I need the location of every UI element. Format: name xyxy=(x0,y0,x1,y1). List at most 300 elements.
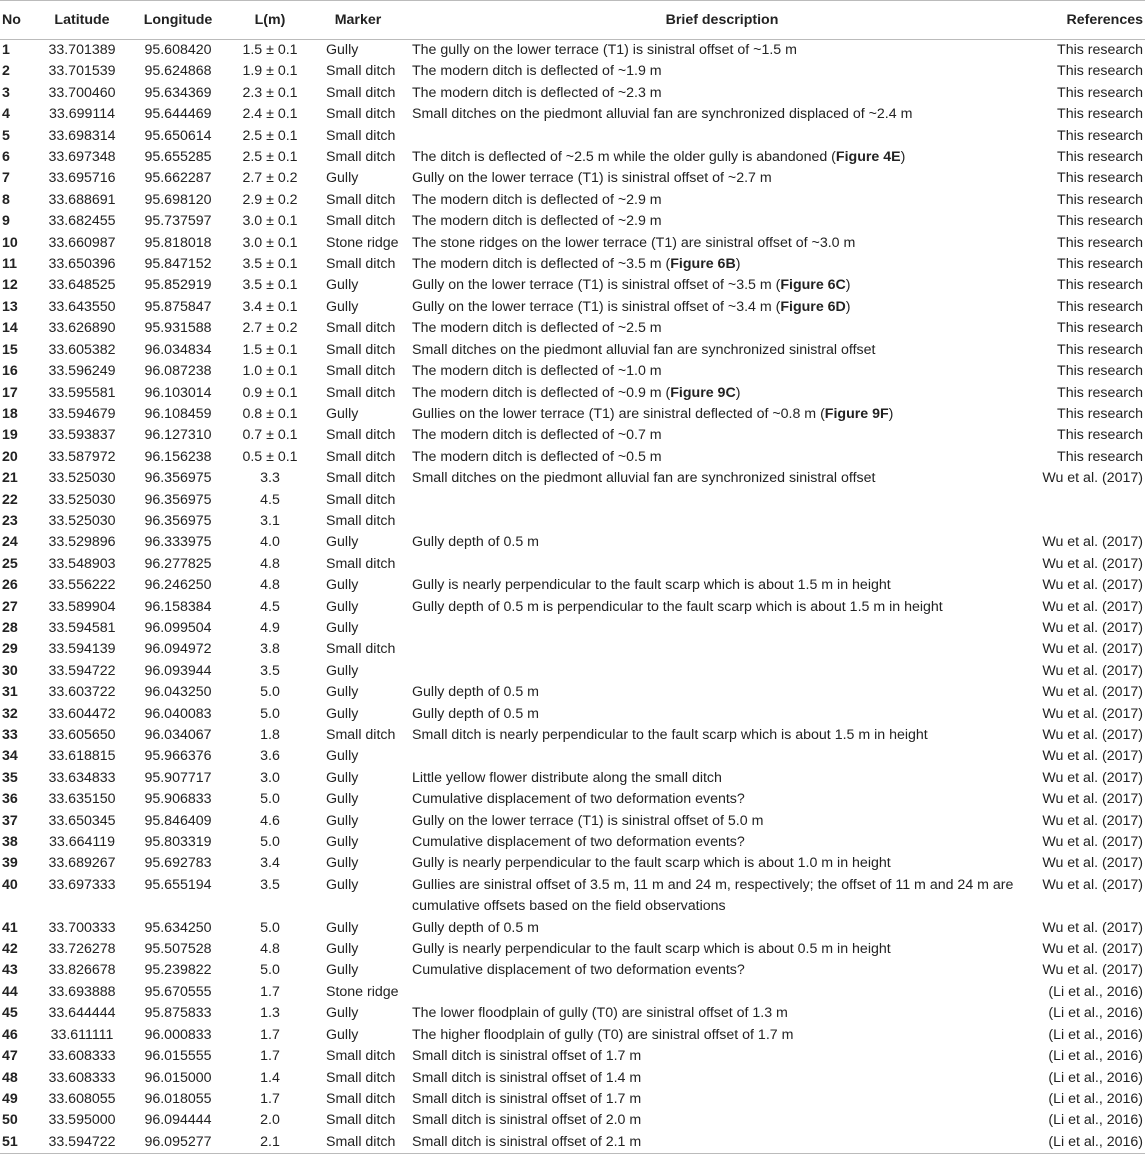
cell-longitude: 96.094444 xyxy=(144,1112,212,1129)
cell-longitude: 96.158384 xyxy=(144,598,212,615)
cell-latitude: 33.611111 xyxy=(50,1026,114,1043)
description-text: The modern ditch is deflected of ~2.5 m xyxy=(412,320,662,337)
cell-offset: 1.5 ± 0.1 xyxy=(242,341,298,358)
cell-latitude: 33.660987 xyxy=(48,234,116,251)
cell-marker: Small ditch xyxy=(326,1048,396,1065)
cell-no: 16 xyxy=(2,363,18,380)
cell-longitude: 95.634369 xyxy=(144,84,212,101)
description-text: Gully depth of 0.5 m xyxy=(412,705,539,722)
cell-no: 39 xyxy=(2,855,18,872)
cell-no: 27 xyxy=(2,598,18,615)
cell-offset: 2.4 ± 0.1 xyxy=(242,106,298,123)
cell-offset: 4.0 xyxy=(260,534,280,551)
cell-latitude: 33.525030 xyxy=(48,470,116,487)
cell-marker: Stone ridge xyxy=(326,234,399,251)
cell-latitude: 33.693888 xyxy=(48,983,116,1000)
cell-marker: Small ditch xyxy=(326,1112,396,1129)
cell-description xyxy=(404,126,1040,147)
cell-latitude: 33.700460 xyxy=(48,84,116,101)
description-text: Cumulative displacement of two deformation events? xyxy=(412,962,745,979)
cell-longitude: 95.907717 xyxy=(144,769,212,786)
table-row xyxy=(0,554,1145,575)
cell-description xyxy=(404,875,1040,918)
cell-reference: This research xyxy=(1057,363,1143,380)
cell-offset: 1.8 xyxy=(260,727,280,743)
cell-description xyxy=(404,1025,1040,1046)
header-no: No xyxy=(0,1,36,40)
cell-offset: 4.5 xyxy=(260,598,280,615)
description-tail: ) xyxy=(845,298,851,315)
cell-no: 7 xyxy=(2,170,10,187)
cell-marker: Gully xyxy=(326,919,359,936)
table-row xyxy=(0,597,1145,618)
cell-marker: Gully xyxy=(326,769,359,786)
cell-marker: Small ditch xyxy=(326,127,396,144)
cell-marker: Gully xyxy=(326,1026,359,1043)
cell-marker: Small ditch xyxy=(326,63,396,80)
cell-offset: 0.8 ± 0.1 xyxy=(242,405,298,422)
cell-description xyxy=(404,1003,1040,1024)
table-row xyxy=(0,318,1145,339)
cell-longitude: 96.034067 xyxy=(144,727,212,743)
cell-offset: 1.9 ± 0.1 xyxy=(242,63,298,80)
table-row xyxy=(0,297,1145,318)
cell-marker: Small ditch xyxy=(326,641,396,658)
table-row xyxy=(0,83,1145,104)
description-text: Gullies are sinistral offset of 3.5 m, 11 m and 24 m, respectively; the offset of 11 m and 24 m are cumulative offsets based on the field observations xyxy=(412,876,1014,915)
cell-description xyxy=(404,490,1040,511)
cell-reference: Wu et al. (2017) xyxy=(1042,598,1143,615)
cell-no: 4 xyxy=(2,106,10,123)
cell-no: 46 xyxy=(2,1026,18,1043)
cell-no: 23 xyxy=(2,512,18,529)
cell-no: 10 xyxy=(2,234,18,251)
cell-longitude: 95.655285 xyxy=(144,149,212,166)
cell-offset: 1.0 ± 0.1 xyxy=(242,363,298,380)
cell-longitude: 95.966376 xyxy=(144,748,212,765)
cell-latitude: 33.605382 xyxy=(48,341,116,358)
cell-no: 8 xyxy=(2,191,10,208)
figure-reference: Figure 6B xyxy=(670,256,736,273)
cell-longitude: 96.087238 xyxy=(144,363,212,380)
cell-longitude: 95.608420 xyxy=(144,42,212,58)
cell-offset: 0.7 ± 0.1 xyxy=(242,427,298,444)
table-row xyxy=(0,1003,1145,1024)
cell-reference: Wu et al. (2017) xyxy=(1042,684,1143,701)
cell-reference xyxy=(1040,511,1145,532)
cell-description xyxy=(404,211,1040,232)
table-row xyxy=(0,1132,1145,1154)
table-row xyxy=(0,939,1145,960)
cell-description xyxy=(404,1110,1040,1131)
cell-description xyxy=(404,297,1040,318)
table-row xyxy=(0,982,1145,1003)
cell-marker: Small ditch xyxy=(326,106,396,123)
cell-description xyxy=(404,233,1040,254)
table-row xyxy=(0,1089,1145,1110)
cell-latitude: 33.695716 xyxy=(48,170,116,187)
description-text: The ditch is deflected of ~2.5 m while the older gully is abandoned ( xyxy=(412,149,836,166)
cell-marker: Gully xyxy=(326,619,359,636)
cell-no: 1 xyxy=(2,42,10,58)
cell-offset: 1.4 xyxy=(260,1069,280,1086)
cell-reference xyxy=(1040,490,1145,511)
cell-longitude: 96.246250 xyxy=(144,577,212,594)
cell-reference: Wu et al. (2017) xyxy=(1042,855,1143,872)
cell-offset: 3.5 ± 0.1 xyxy=(242,277,298,294)
cell-no: 6 xyxy=(2,149,10,166)
cell-longitude: 95.847152 xyxy=(144,256,212,273)
cell-description xyxy=(404,147,1040,168)
cell-description xyxy=(404,254,1040,275)
cell-latitude: 33.618815 xyxy=(48,748,116,765)
cell-latitude: 33.595000 xyxy=(48,1112,116,1129)
cell-longitude: 95.931588 xyxy=(144,320,212,337)
cell-longitude: 96.000833 xyxy=(144,1026,212,1043)
cell-longitude: 95.239822 xyxy=(144,962,212,979)
cell-marker: Gully xyxy=(326,170,359,187)
description-text: Gully depth of 0.5 m xyxy=(412,919,539,936)
description-text: Small ditch is sinistral offset of 1.7 m xyxy=(412,1090,642,1107)
cell-marker: Small ditch xyxy=(326,191,396,208)
cell-no: 38 xyxy=(2,834,18,851)
cell-no: 47 xyxy=(2,1048,18,1065)
description-text: The gully on the lower terrace (T1) is sinistral offset of ~1.5 m xyxy=(412,42,797,58)
table-row xyxy=(0,1068,1145,1089)
cell-marker: Small ditch xyxy=(326,491,396,508)
cell-marker: Gully xyxy=(326,941,359,958)
cell-no: 35 xyxy=(2,769,18,786)
cell-reference: This research xyxy=(1057,127,1143,144)
description-text: The modern ditch is deflected of ~2.3 m xyxy=(412,84,662,101)
cell-longitude: 95.698120 xyxy=(144,191,212,208)
cell-latitude: 33.626890 xyxy=(48,320,116,337)
cell-reference: (Li et al., 2016) xyxy=(1048,1005,1143,1022)
cell-longitude: 95.875833 xyxy=(144,1005,212,1022)
cell-marker: Small ditch xyxy=(326,448,396,465)
table-row xyxy=(0,383,1145,404)
cell-reference: Wu et al. (2017) xyxy=(1042,577,1143,594)
cell-longitude: 95.655194 xyxy=(144,876,212,893)
description-text: Gullies on the lower terrace (T1) are sinistral deflected of ~0.8 m ( xyxy=(412,405,825,422)
cell-marker: Small ditch xyxy=(326,384,396,401)
cell-marker: Gully xyxy=(326,748,359,765)
cell-longitude: 96.095277 xyxy=(128,1132,228,1154)
cell-latitude: 33.650345 xyxy=(48,812,116,829)
cell-no: 33 xyxy=(2,727,18,743)
description-text: The stone ridges on the lower terrace (T1) are sinistral offset of ~3.0 m xyxy=(412,234,856,251)
cell-offset: 5.0 xyxy=(260,834,280,851)
cell-longitude: 96.277825 xyxy=(144,555,212,572)
cell-latitude: 33.594581 xyxy=(48,619,116,636)
cell-offset: 2.7 ± 0.2 xyxy=(242,170,298,187)
cell-marker: Gully xyxy=(326,684,359,701)
cell-offset: 3.6 xyxy=(260,748,280,765)
description-text: Small ditches on the piedmont alluvial fan are synchronized sinistral offset xyxy=(412,470,876,487)
table-row xyxy=(0,340,1145,361)
cell-description xyxy=(404,832,1040,853)
description-text: Small ditch is sinistral offset of 2.1 m xyxy=(412,1133,642,1150)
description-text: The modern ditch is deflected of ~2.9 m xyxy=(412,191,662,208)
cell-offset: 3.3 xyxy=(260,470,280,487)
table-row xyxy=(0,853,1145,874)
cell-no: 29 xyxy=(2,641,18,658)
cell-reference: Wu et al. (2017) xyxy=(1042,555,1143,572)
cell-latitude: 33.697333 xyxy=(48,876,116,893)
cell-offset: 4.6 xyxy=(260,812,280,829)
cell-marker: Gully xyxy=(326,855,359,872)
cell-reference: (Li et al., 2016) xyxy=(1048,1048,1143,1065)
table-row xyxy=(0,190,1145,211)
cell-reference: This research xyxy=(1057,106,1143,123)
cell-reference: This research xyxy=(1057,63,1143,80)
table-row xyxy=(0,1025,1145,1046)
description-tail: ) xyxy=(900,149,906,166)
cell-offset: 5.0 xyxy=(260,684,280,701)
cell-longitude: 96.043250 xyxy=(144,684,212,701)
cell-longitude: 95.624868 xyxy=(144,63,212,80)
cell-description xyxy=(404,982,1040,1003)
cell-description xyxy=(404,746,1040,767)
cell-latitude: 33.701389 xyxy=(48,42,116,58)
cell-reference: (Li et al., 2016) xyxy=(1048,1090,1143,1107)
cell-marker: Small ditch xyxy=(326,213,396,230)
cell-no: 43 xyxy=(2,962,18,979)
cell-reference: Wu et al. (2017) xyxy=(1042,534,1143,551)
cell-longitude: 96.040083 xyxy=(144,705,212,722)
cell-marker: Small ditch xyxy=(326,470,396,487)
cell-reference: Wu et al. (2017) xyxy=(1042,962,1143,979)
cell-latitude: 33.726278 xyxy=(48,941,116,958)
table-row xyxy=(0,511,1145,532)
cell-latitude: 33.644444 xyxy=(48,1005,116,1022)
description-text: Gully is nearly perpendicular to the fault scarp which is about 0.5 m in height xyxy=(412,941,891,958)
cell-longitude: 96.356975 xyxy=(144,470,212,487)
cell-no: 36 xyxy=(2,791,18,808)
cell-no: 12 xyxy=(2,277,18,294)
cell-no: 19 xyxy=(2,427,18,444)
cell-marker: Small ditch xyxy=(326,1090,396,1107)
cell-marker: Small ditch xyxy=(326,84,396,101)
cell-longitude: 96.333975 xyxy=(144,534,212,551)
cell-latitude: 33.697348 xyxy=(48,149,116,166)
cell-description xyxy=(404,1132,1040,1154)
cell-marker: Small ditch xyxy=(326,1069,396,1086)
cell-offset: 2.5 ± 0.1 xyxy=(242,127,298,144)
cell-offset: 4.8 xyxy=(260,941,280,958)
cell-latitude: 33.664119 xyxy=(48,834,115,851)
cell-description xyxy=(404,275,1040,296)
cell-marker: Gully xyxy=(326,598,359,615)
cell-longitude: 95.803319 xyxy=(144,834,212,851)
cell-longitude: 96.099504 xyxy=(144,619,212,636)
cell-marker: Gully xyxy=(326,662,359,679)
table-row xyxy=(0,468,1145,489)
cell-longitude: 96.015000 xyxy=(144,1069,212,1086)
cell-latitude: 33.634833 xyxy=(48,769,116,786)
cell-reference: Wu et al. (2017) xyxy=(1042,619,1143,636)
cell-marker: Gully xyxy=(326,298,359,315)
cell-longitude: 95.670555 xyxy=(144,983,212,1000)
cell-no: 20 xyxy=(2,448,18,465)
cell-marker: Small ditch xyxy=(326,427,396,444)
cell-latitude: 33.643550 xyxy=(48,298,116,315)
cell-offset: 3.5 xyxy=(260,876,280,893)
header-l: L(m) xyxy=(228,1,312,40)
header-references: References xyxy=(1040,1,1145,40)
cell-reference: Wu et al. (2017) xyxy=(1042,834,1143,851)
description-tail: ) xyxy=(845,277,851,294)
cell-reference: This research xyxy=(1057,427,1143,444)
cell-offset: 1.7 xyxy=(260,1048,280,1065)
cell-no: 48 xyxy=(2,1069,18,1086)
cell-reference: Wu et al. (2017) xyxy=(1042,705,1143,722)
cell-longitude: 96.356975 xyxy=(144,491,212,508)
cell-marker: Small ditch xyxy=(312,1132,404,1154)
description-text: Little yellow flower distribute along the small ditch xyxy=(412,769,722,786)
cell-description xyxy=(404,1089,1040,1110)
description-text: The higher floodplain of gully (T0) are sinistral offset of 1.7 m xyxy=(412,1026,794,1043)
cell-marker: Gully xyxy=(326,705,359,722)
figure-reference: Figure 6C xyxy=(780,277,846,294)
cell-marker: Gully xyxy=(326,405,359,422)
cell-no: 25 xyxy=(2,555,18,572)
cell-description xyxy=(404,168,1040,189)
cell-longitude: 95.507528 xyxy=(144,941,212,958)
cell-latitude: 33.688691 xyxy=(48,191,116,208)
description-text: Gully depth of 0.5 m xyxy=(412,684,539,701)
cell-latitude: 33.682455 xyxy=(48,213,116,230)
cell-offset: 3.0 ± 0.1 xyxy=(242,213,298,230)
cell-no: 49 xyxy=(2,1090,18,1107)
cell-reference: This research xyxy=(1057,149,1143,166)
table-row xyxy=(0,704,1145,725)
cell-offset: 1.7 xyxy=(260,983,280,1000)
cell-marker: Gully xyxy=(326,812,359,829)
cell-description xyxy=(404,383,1040,404)
description-text: Gully is nearly perpendicular to the fault scarp which is about 1.5 m in height xyxy=(412,577,891,594)
cell-reference: Wu et al. (2017) xyxy=(1042,727,1143,743)
cell-longitude: 96.108459 xyxy=(144,405,212,422)
cell-latitude: 33.589904 xyxy=(48,598,116,615)
cell-longitude: 95.662287 xyxy=(144,170,212,187)
cell-description xyxy=(404,960,1040,981)
cell-offset: 3.4 ± 0.1 xyxy=(242,298,298,315)
cell-offset: 5.0 xyxy=(260,705,280,722)
cell-latitude: 33.603722 xyxy=(48,684,116,701)
cell-no: 9 xyxy=(2,213,10,230)
cell-marker: Gully xyxy=(326,577,359,594)
cell-description xyxy=(404,853,1040,874)
cell-description xyxy=(404,575,1040,596)
description-text: Small ditch is sinistral offset of 1.7 m xyxy=(412,1048,642,1065)
cell-latitude: 33.701539 xyxy=(48,63,116,80)
cell-description xyxy=(404,40,1040,62)
cell-description xyxy=(404,1068,1040,1089)
cell-reference: Wu et al. (2017) xyxy=(1042,662,1143,679)
cell-offset: 5.0 xyxy=(260,791,280,808)
cell-latitude: 33.604472 xyxy=(48,705,116,722)
cell-latitude: 33.594679 xyxy=(48,405,116,422)
figure-reference: Figure 9C xyxy=(670,384,736,401)
description-text: The modern ditch is deflected of ~2.9 m xyxy=(412,213,662,230)
cell-latitude: 33.826678 xyxy=(48,962,116,979)
cell-no: 30 xyxy=(2,662,18,679)
table-row xyxy=(0,575,1145,596)
description-text: Small ditches on the piedmont alluvial fan are synchronized sinistral offset xyxy=(412,341,876,358)
cell-reference: Wu et al. (2017) xyxy=(1042,769,1143,786)
table-row xyxy=(0,404,1145,425)
cell-description xyxy=(404,597,1040,618)
description-text: Small ditch is sinistral offset of 2.0 m xyxy=(412,1112,642,1129)
cell-latitude: 33.608333 xyxy=(48,1069,116,1086)
cell-description xyxy=(404,554,1040,575)
table-row xyxy=(0,682,1145,703)
cell-no: 14 xyxy=(2,320,18,337)
description-text: Gully on the lower terrace (T1) is sinistral offset of ~2.7 m xyxy=(412,170,772,187)
table-row xyxy=(0,960,1145,981)
cell-marker: Gully xyxy=(326,962,359,979)
cell-offset: 3.0 xyxy=(260,769,280,786)
table-row xyxy=(0,447,1145,468)
table-row xyxy=(0,661,1145,682)
cell-offset: 3.8 xyxy=(260,641,280,658)
cell-marker: Gully xyxy=(326,1005,359,1022)
figure-reference: Figure 4E xyxy=(835,149,901,166)
cell-latitude: 33.595581 xyxy=(48,384,116,401)
description-text: The modern ditch is deflected of ~1.9 m xyxy=(412,63,662,80)
cell-marker: Gully xyxy=(326,791,359,808)
cell-description xyxy=(404,468,1040,489)
cell-offset: 1.5 ± 0.1 xyxy=(242,42,298,58)
table-row xyxy=(0,768,1145,789)
cell-longitude: 96.356975 xyxy=(144,512,212,529)
table-row xyxy=(0,618,1145,639)
cell-offset: 2.3 ± 0.1 xyxy=(242,84,298,101)
description-tail: ) xyxy=(735,256,741,273)
cell-longitude: 95.644469 xyxy=(144,106,212,123)
description-text: The modern ditch is deflected of ~1.0 m xyxy=(412,363,662,380)
cell-reference: (Li et al., 2016) xyxy=(1040,1132,1145,1154)
cell-latitude: 33.529896 xyxy=(48,534,116,551)
cell-offset: 0.9 ± 0.1 xyxy=(242,384,298,401)
cell-marker: Small ditch xyxy=(326,727,396,743)
cell-description xyxy=(404,939,1040,960)
description-text: Gully depth of 0.5 m is perpendicular to the fault scarp which is about 1.5 m in height xyxy=(412,598,943,615)
cell-offset: 0.5 ± 0.1 xyxy=(242,448,298,465)
cell-offset: 3.5 xyxy=(260,662,280,679)
header-description: Brief description xyxy=(404,1,1040,40)
table-row xyxy=(0,211,1145,232)
cell-no: 31 xyxy=(2,684,18,701)
cell-offset: 2.1 xyxy=(228,1132,312,1154)
cell-description xyxy=(404,404,1040,425)
cell-marker: Small ditch xyxy=(326,256,396,273)
table-row xyxy=(0,275,1145,296)
cell-longitude: 96.034834 xyxy=(144,341,212,358)
cell-description xyxy=(404,340,1040,361)
cell-latitude: 33.594139 xyxy=(48,641,116,658)
cell-marker: Gully xyxy=(326,277,359,294)
cell-description xyxy=(404,318,1040,339)
cell-latitude: 33.594722 xyxy=(36,1132,128,1154)
cell-no: 3 xyxy=(2,84,10,101)
cell-no: 32 xyxy=(2,705,18,722)
cell-latitude: 33.700333 xyxy=(48,919,116,936)
cell-no: 41 xyxy=(2,919,18,936)
cell-longitude: 95.737597 xyxy=(144,213,212,230)
table-row xyxy=(0,918,1145,939)
